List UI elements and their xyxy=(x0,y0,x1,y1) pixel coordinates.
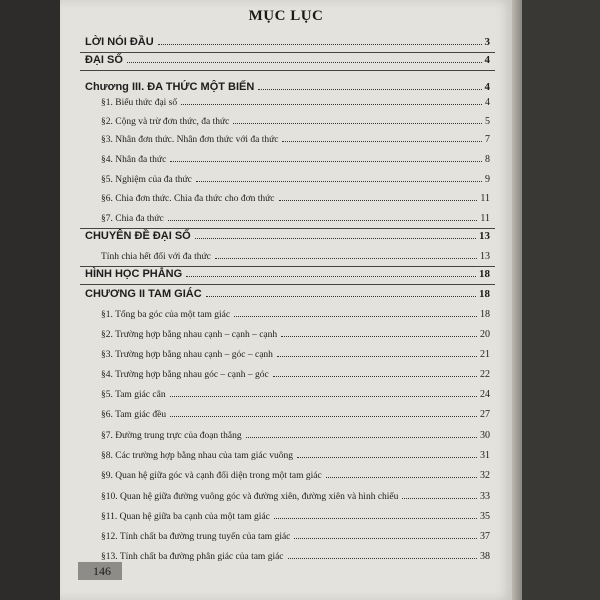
toc-entry xyxy=(85,264,490,280)
dot-leader xyxy=(170,396,477,397)
toc-entry xyxy=(85,445,490,461)
toc-entry-page: 18 xyxy=(479,288,490,300)
dot-leader xyxy=(288,558,477,559)
toc-entry-label: LỜI NÓI ĐẦU xyxy=(85,36,154,48)
toc-entry-label: Chương III. ĐA THỨC MỘT BIẾN xyxy=(85,81,255,93)
toc-entry-label: CHƯƠNG II TAM GIÁC xyxy=(85,288,202,300)
toc-entry-page: 9 xyxy=(485,174,490,185)
dot-leader xyxy=(402,498,477,499)
page-edge xyxy=(512,0,522,600)
toc-entry xyxy=(85,384,490,400)
toc-entry-page: 11 xyxy=(480,213,490,224)
toc-entry xyxy=(85,465,490,481)
toc-entry-page: 7 xyxy=(485,134,490,145)
dot-leader xyxy=(181,104,482,105)
toc-entry-page: 21 xyxy=(480,349,490,360)
toc-entry-page: 33 xyxy=(480,491,490,502)
toc-entry-label: §9. Quan hệ giữa góc và cạnh đối diện trong một tam giác xyxy=(101,471,322,481)
toc-entry-label: Tính chia hết đối với đa thức xyxy=(101,252,211,262)
toc-entry-page: 18 xyxy=(479,268,490,280)
toc-entry xyxy=(85,50,490,66)
toc-entry-label: §13. Tính chất ba đường phân giác của tam giác xyxy=(101,552,284,562)
toc-entry xyxy=(85,364,490,380)
toc-entry-page: 13 xyxy=(479,230,490,242)
toc-entry-label: §3. Trường hợp bằng nhau cạnh – góc – cạnh xyxy=(101,350,273,360)
dot-leader xyxy=(326,477,477,478)
toc-entry-page: 30 xyxy=(480,430,490,441)
dot-leader xyxy=(274,518,477,519)
toc-entry xyxy=(85,149,490,165)
dot-leader xyxy=(168,220,478,221)
dot-leader xyxy=(195,238,476,239)
toc-entry-label: §1. Biểu thức đại số xyxy=(101,98,178,108)
toc-entry-label: §2. Cộng và trừ đơn thức, đa thức xyxy=(101,117,230,127)
dot-leader xyxy=(234,316,477,317)
dot-leader xyxy=(273,376,477,377)
toc-entry xyxy=(85,404,490,420)
toc-entry xyxy=(85,506,490,522)
section-divider xyxy=(80,70,495,71)
dot-leader xyxy=(282,141,482,142)
toc-entry-page: 18 xyxy=(480,309,490,320)
toc-entry xyxy=(85,246,490,262)
toc-entry-label: HÌNH HỌC PHẲNG xyxy=(85,268,183,280)
toc-entry-page: 20 xyxy=(480,329,490,340)
toc-entry-page: 24 xyxy=(480,389,490,400)
toc-entry xyxy=(85,129,490,145)
toc-entry-page: 8 xyxy=(485,154,490,165)
toc-entry-page: 3 xyxy=(484,36,490,48)
toc-entry-page: 32 xyxy=(480,470,490,481)
dot-leader xyxy=(127,62,482,63)
dot-leader xyxy=(186,276,476,277)
toc-entry-label: §6. Tam giác đều xyxy=(101,410,167,420)
dot-leader xyxy=(281,336,477,337)
toc-entry xyxy=(85,111,490,127)
toc-entry-page: 5 xyxy=(485,116,490,127)
toc-entry-label: §11. Quan hệ giữa ba cạnh của một tam giác xyxy=(101,512,270,522)
page-title: MỤC LỤC xyxy=(248,8,324,24)
toc-entry xyxy=(85,526,490,542)
footer-page-number: 146 xyxy=(93,564,111,578)
dot-leader xyxy=(294,538,477,539)
dot-leader xyxy=(279,200,478,201)
dot-leader xyxy=(170,161,482,162)
toc-entry xyxy=(85,304,490,320)
toc-entry-label: §12. Tính chất ba đường trung tuyến của tam giác xyxy=(101,532,291,542)
dot-leader xyxy=(196,181,482,182)
toc-entry xyxy=(85,208,490,224)
dot-leader xyxy=(158,44,482,45)
toc-entry-label: §6. Chia đơn thức. Chia đa thức cho đơn thức xyxy=(101,194,275,204)
dot-leader xyxy=(206,296,476,297)
toc-entry-page: 37 xyxy=(480,531,490,542)
toc-entry-label: ĐẠI SỐ xyxy=(85,54,123,66)
toc-entry-label: §5. Nghiệm của đa thức xyxy=(101,175,192,185)
toc-entry xyxy=(85,188,490,204)
toc-entry-label: §3. Nhân đơn thức. Nhân đơn thức với đa thức xyxy=(101,135,279,145)
toc-entry-label: §4. Trường hợp bằng nhau góc – cạnh – góc xyxy=(101,370,269,380)
background-right xyxy=(522,0,600,600)
toc-entry-label: CHUYÊN ĐỀ ĐẠI SỐ xyxy=(85,230,191,242)
toc-entry xyxy=(85,546,490,562)
toc-entry-label: §5. Tam giác cân xyxy=(101,390,166,400)
toc-entry-page: 11 xyxy=(480,193,490,204)
toc-entry-label: §1. Tổng ba góc của một tam giác xyxy=(101,310,231,320)
toc-entry xyxy=(85,226,490,242)
dot-leader xyxy=(297,457,477,458)
toc-entry xyxy=(85,92,490,108)
toc-entry-page: 22 xyxy=(480,369,490,380)
toc-entry xyxy=(85,344,490,360)
toc-entry xyxy=(85,284,490,300)
toc-entry-label: §7. Chia đa thức xyxy=(101,214,164,224)
toc-entry-label: §4. Nhân đa thức xyxy=(101,155,167,165)
toc-entry-page: 4 xyxy=(485,97,490,108)
toc-entry xyxy=(85,77,490,93)
dot-leader xyxy=(246,437,477,438)
dot-leader xyxy=(170,416,477,417)
toc-entry xyxy=(85,32,490,48)
toc-entry-page: 31 xyxy=(480,450,490,461)
dot-leader xyxy=(233,123,482,124)
dot-leader xyxy=(258,89,481,90)
toc-entry-page: 38 xyxy=(480,551,490,562)
toc-entry-label: §7. Đường trung trực của đoạn thẳng xyxy=(101,431,242,441)
toc-entry-page: 13 xyxy=(480,251,490,262)
dot-leader xyxy=(215,258,477,259)
dot-leader xyxy=(277,356,477,357)
toc-entry xyxy=(85,486,490,502)
toc-entry xyxy=(85,324,490,340)
toc-entry-page: 27 xyxy=(480,409,490,420)
toc-entry xyxy=(85,169,490,185)
toc-entry-page: 4 xyxy=(484,54,490,66)
toc-entry xyxy=(85,425,490,441)
toc-entry-label: §2. Trường hợp bằng nhau cạnh – cạnh – cạnh xyxy=(101,330,278,340)
toc-entry-page: 35 xyxy=(480,511,490,522)
toc-entry-label: §8. Các trường hợp bằng nhau của tam giác vuông xyxy=(101,451,293,461)
toc-entry-page: 4 xyxy=(484,81,490,93)
toc-entry-label: §10. Quan hệ giữa đường vuông góc và đường xiên, đường xiên và hình chiếu xyxy=(101,492,399,502)
